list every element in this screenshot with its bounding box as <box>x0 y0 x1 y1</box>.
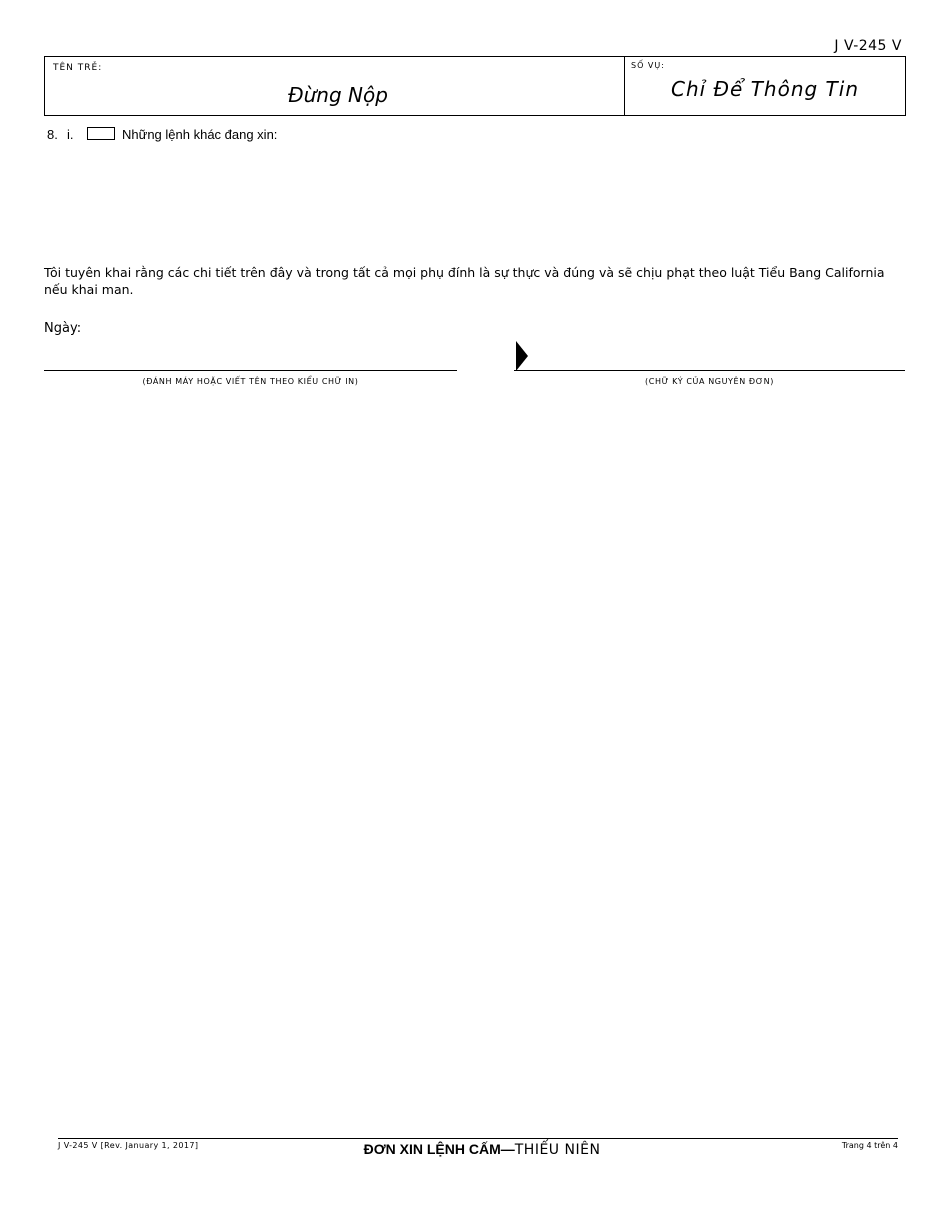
printed-name-caption: (ĐÁNH MÁY HOẶC VIẾT TÊN THEO KIỂU CHỮ IN) <box>142 377 359 386</box>
form-code: J V-245 V <box>834 38 902 54</box>
case-number-label: SỐ VỤ: <box>631 61 665 70</box>
signature-arrow-icon <box>516 341 528 371</box>
footer-title <box>300 1141 664 1158</box>
header-divider <box>624 56 625 116</box>
declaration-text: Tôi tuyên khai rằng các chi tiết trên đây và trong tất cả mọi phụ đính là sự thực và đúng và sẽ chịu phạt theo luật Tiểu Bang California nếu khai man. <box>44 265 885 297</box>
other-orders-label: Những lệnh khác đang xin: <box>122 127 278 142</box>
footer-page-info: Trang 4 trên 4 <box>841 1141 898 1150</box>
child-name-field[interactable]: Đừng Nộp <box>288 83 388 107</box>
footer-title-bold: ĐƠN XIN LỆNH CẤM— <box>363 1141 515 1157</box>
signature-line[interactable] <box>514 370 905 371</box>
footer-form-revision: J V-245 V [Rev. January 1, 2017] <box>58 1141 199 1150</box>
child-name-label: TÊN TRẺ: <box>53 63 103 73</box>
printed-name-line[interactable] <box>44 370 457 371</box>
signature-caption: (CHỮ KÝ CỦA NGUYÊN ĐƠN) <box>645 377 774 386</box>
date-label: Ngày: <box>44 321 82 336</box>
other-orders-checkbox[interactable] <box>87 127 115 140</box>
footer-title-light: THIẾU NIÊN <box>514 1142 601 1158</box>
footer-divider <box>58 1138 898 1139</box>
item-number: 8. <box>47 127 58 142</box>
case-number-field[interactable]: Chỉ Để Thông Tin <box>670 77 860 101</box>
item-letter: i. <box>67 127 74 142</box>
